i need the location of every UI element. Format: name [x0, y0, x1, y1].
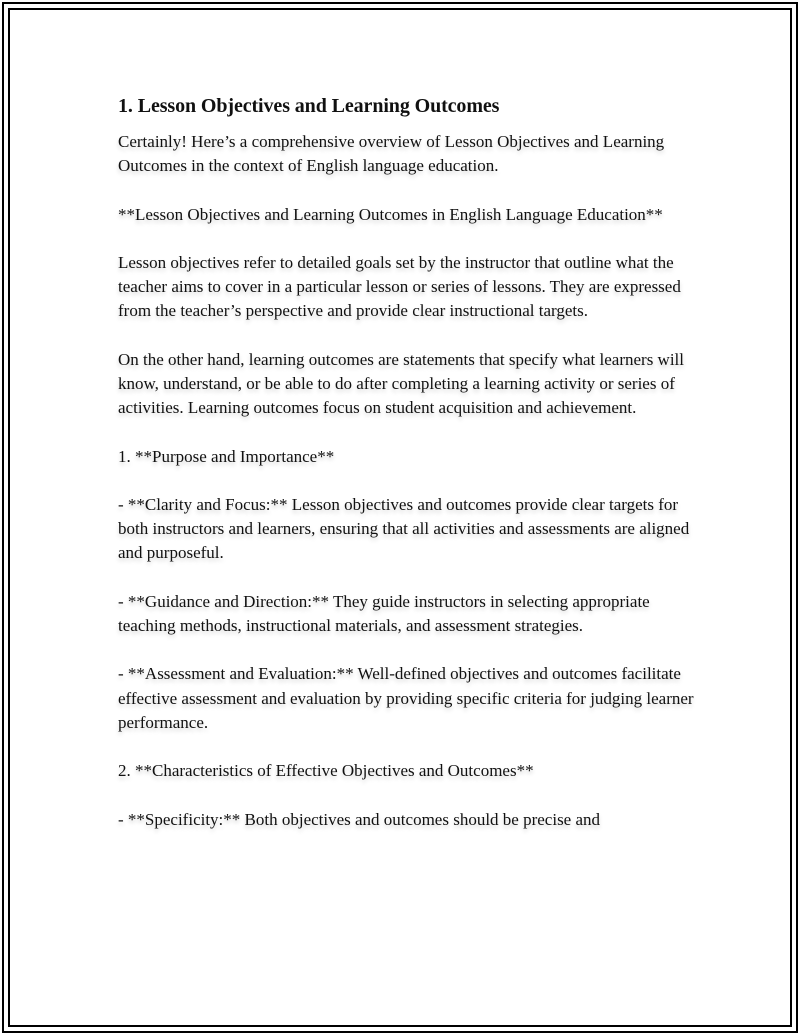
- purpose-heading-paragraph: 1. **Purpose and Importance**: [118, 446, 335, 466]
- clarity-focus-item: - **Clarity and Focus:** Lesson objectives and outcomes provide clear targets for both instructors and learners, ensuring that all activities and assessments are aligned and purposeful.: [118, 494, 690, 563]
- lesson-objectives-paragraph: Lesson objectives refer to detailed goals set by the instructor that outline what the teacher aims to cover in a particular lesson or series of lessons. They are expressed from the teacher’s perspective and provide clear instructional targets.: [118, 252, 681, 321]
- document-body: [118, 92, 698, 832]
- intro-paragraph: Certainly! Here’s a comprehensive overview of Lesson Objectives and Learning Outcomes in the context of English language education.: [118, 132, 665, 176]
- section-heading: 1. Lesson Objectives and Learning Outcomes: [118, 95, 500, 117]
- specificity-item: - **Specificity:** Both objectives and outcomes should be precise and: [118, 809, 601, 829]
- subtitle-paragraph: **Lesson Objectives and Learning Outcomes in English Language Education**: [118, 204, 663, 224]
- learning-outcomes-paragraph: On the other hand, learning outcomes are statements that specify what learners will know, understand, or be able to do after completing a learning activity or series of activities. Learning outcomes focus on student acquisition and achievement.: [118, 349, 685, 418]
- assessment-evaluation-item: - **Assessment and Evaluation:** Well-defined objectives and outcomes facilitate effective assessment and evaluation by providing specific criteria for judging learner performance.: [118, 664, 694, 732]
- characteristics-heading-paragraph: 2. **Characteristics of Effective Objectives and Outcomes**: [118, 761, 534, 781]
- guidance-direction-item: - **Guidance and Direction:** They guide instructors in selecting appropriate teaching methods, instructional materials, and assessment strategies.: [118, 591, 650, 635]
